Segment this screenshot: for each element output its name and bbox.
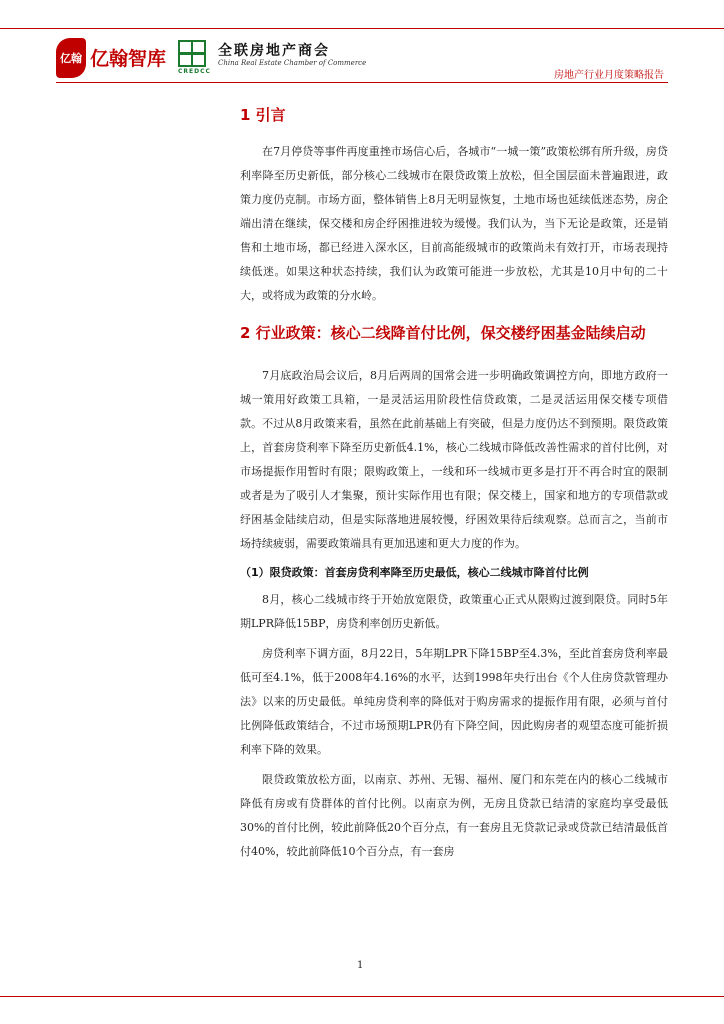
ehan-logo-text: 亿翰智库: [90, 48, 167, 70]
page-header: [56, 36, 676, 84]
chamber-logo: [178, 38, 378, 82]
section-heading-policy: 2 行业政策：核心二线降首付比例，保交楼纾困基金陆续启动: [240, 324, 646, 342]
header-rule: [56, 82, 668, 83]
ehan-logo-mark-icon: 亿翰: [56, 38, 86, 78]
loan-paragraph-2: 房贷利率下调方面，8月22日，5年期LPR下降15BP至4.3%，至此首套房贷利率最低可至4.1%，低于2008年4.16%的水平，达到1998年央行出台《个人住房贷款管理办法》以来的历史最低。单纯房贷利率的降低对于购房需求的提振作用有限，必须与首付比例降低政策结合，不过市场预期LPR仍有下降空间，因此购房者的观望态度可能折损利率下降的效果。: [240, 647, 668, 756]
chamber-logo-cn: 全联房地产商会: [218, 43, 330, 59]
loan-paragraph-1: 8月，核心二线城市终于开始放宽限贷，政策重心正式从限购过渡到限贷。同时5年期LPR降低15BP，房贷利率创历史新低。: [240, 593, 668, 630]
report-title: 房地产行业月度策略报告: [554, 70, 664, 81]
chamber-logo-icon: [178, 40, 208, 66]
bottom-rule: [0, 996, 724, 997]
policy-paragraph: 7月底政治局会议后，8月后两周的国常会进一步明确政策调控方向，即地方政府一城一策用好政策工具箱，一是灵活运用阶段性信贷政策，二是灵活运用保交楼专项借款。不过从8月政策来看，虽然在此前基础上有突破，但是力度仍达不到预期。限贷政策上，首套房贷利率下降至历史新低4.1%，核心二线城市降低改善性需求的首付比例，对市场提振作用暂时有限；限购政策上，一线和环一线城市更多是打开不再合时宜的限制或者是为了吸引人才集聚，预计实际作用也有限；保交楼上，国家和地方的专项借款或纾困基金陆续启动，但是实际落地进展较慢，纾困效果待后续观察。总而言之，当前市场持续疲弱，需要政策端具有更加迅速和更大力度的作为。: [240, 369, 668, 550]
main-content: [240, 100, 668, 864]
chamber-logo-en: China Real Estate Chamber of Commerce: [218, 59, 367, 67]
intro-paragraph: 在7月停贷等事件再度重挫市场信心后，各城市“一城一策”政策松绑有所升级，房贷利率降至历史新低，部分核心二线城市在限贷政策上放松，但全国层面未普遍跟进，政策力度仍克制。市场方面，整体销售上8月无明显恢复，土地市场也延续低迷态势，房企端出清在继续，保交楼和房企纾困推进较为缓慢。我们认为，当下无论是政策，还是销售和土地市场，都已经进入深水区，目前高能级城市的政策尚未有效打开，市场表现持续低迷。如果这种状态持续，我们认为政策可能进一步放松，尤其是10月中旬的二十大，或将成为政策的分水岭。: [240, 145, 668, 302]
page-number: 1: [357, 960, 364, 971]
top-rule: [0, 28, 724, 29]
section-heading-intro: 1 引言: [240, 106, 286, 124]
loan-paragraph-3: 限贷政策放松方面，以南京、苏州、无锡、福州、厦门和东莞在内的核心二线城市降低有房或有贷群体的首付比例。以南京为例，无房且贷款已结清的家庭均享受最低30%的首付比例，较此前降低20个百分点，有一套房且无贷款记录或贷款已结清最低首付40%，较此前降低10个百分点，有一套房: [240, 773, 668, 858]
subsection-heading-loan: （1）限贷政策：首套房贷利率降至历史最低，核心二线城市降首付比例: [240, 566, 589, 579]
ehan-logo: [56, 36, 176, 82]
chamber-logo-abbr: CREDCC: [178, 68, 211, 75]
